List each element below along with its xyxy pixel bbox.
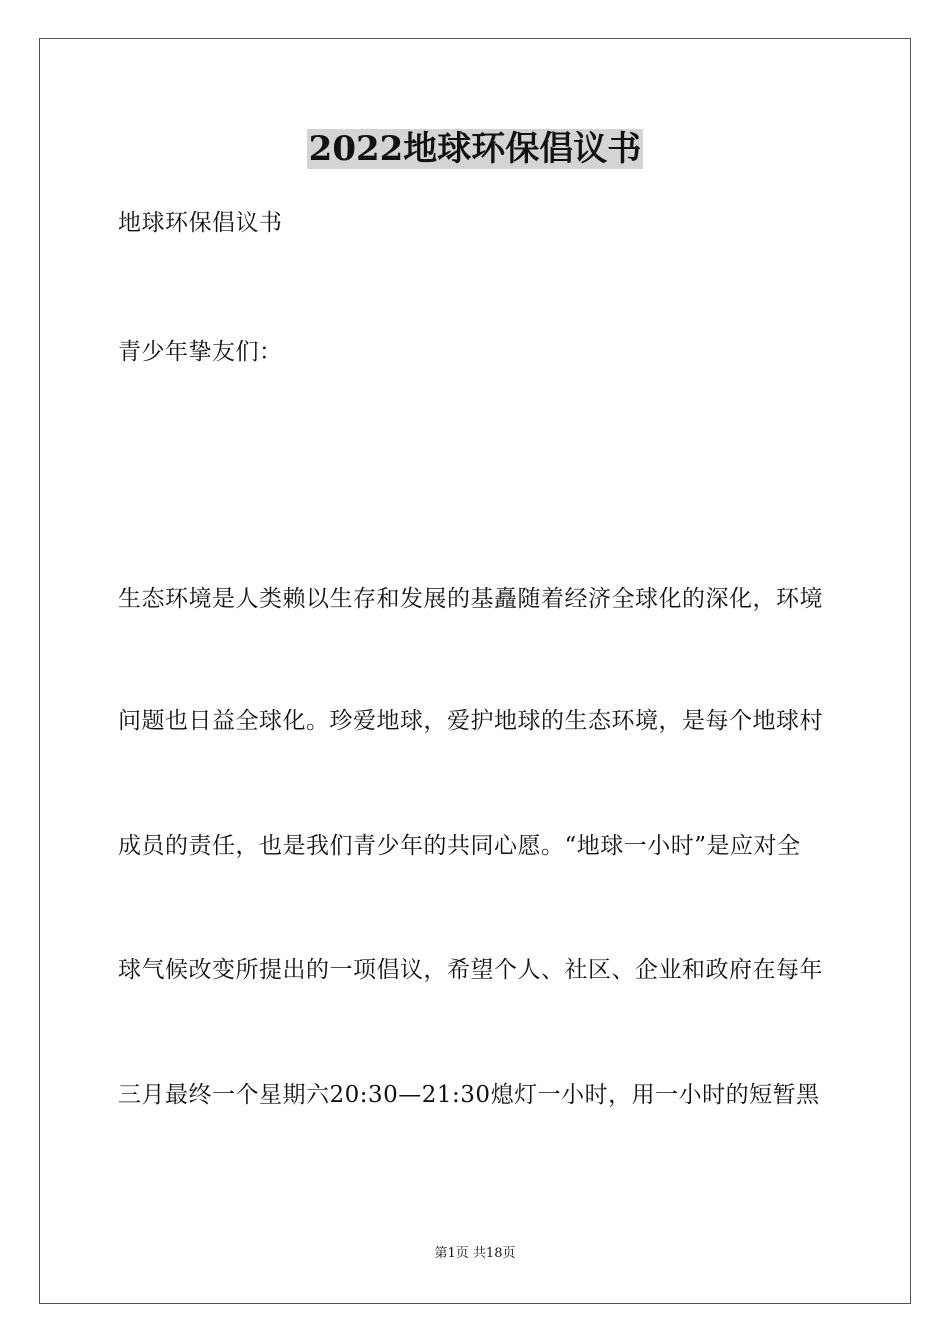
document-title-text: 2022地球环保倡议书 <box>308 129 642 169</box>
body-line: 成员的责任，也是我们青少年的共同心愿。“地球一小时”是应对全 <box>118 833 801 859</box>
page-footer: 第1页 共18页 <box>434 1246 516 1261</box>
document-title <box>0 124 950 174</box>
body-line: 球气候改变所提出的一项倡议，希望个人、社区、企业和政府在每年 <box>118 957 823 983</box>
body-line: 问题也日益全球化。珍爱地球，爱护地球的生态环境，是每个地球村 <box>118 708 823 734</box>
body-line: 三月最终一个星期六20:30—21:30熄灯一小时，用一小时的短暂黑 <box>118 1082 820 1108</box>
greeting-line: 青少年挚友们： <box>118 339 283 365</box>
body-line: 生态环境是人类赖以生存和发展的基矗随着经济全球化的深化，环境 <box>118 586 823 612</box>
document-subtitle: 地球环保倡议书 <box>118 210 283 236</box>
